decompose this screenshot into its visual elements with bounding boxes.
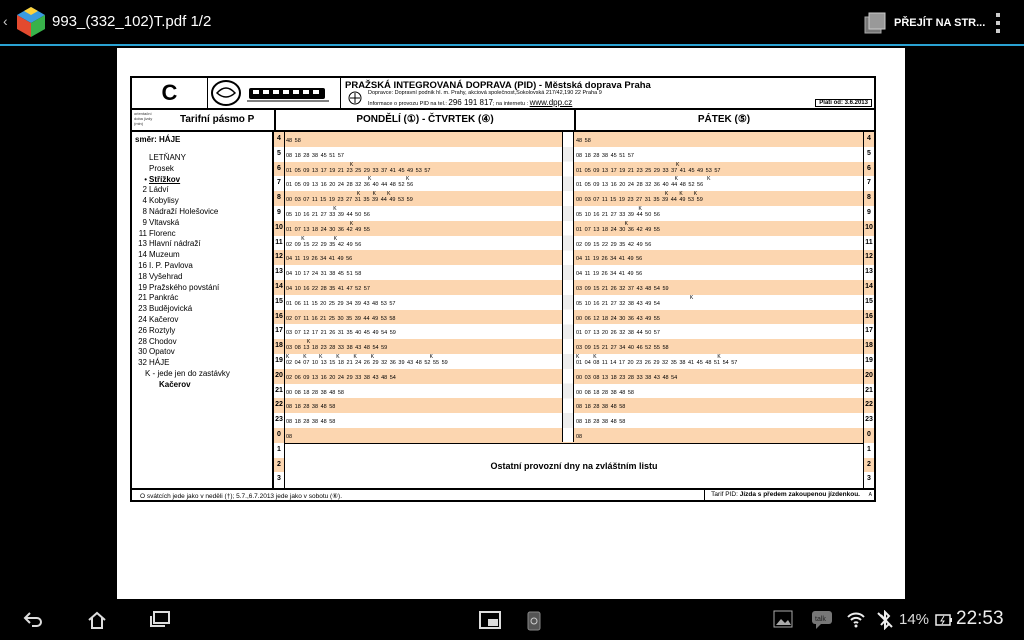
web-prefix: ; na internetu : — [492, 101, 529, 107]
hour-row — [274, 384, 874, 399]
hour-row — [274, 369, 874, 384]
pdf-page — [117, 48, 905, 599]
hour-label: 17 — [865, 327, 873, 335]
note-k: K - jede jen do zastávky — [145, 368, 230, 378]
hour-label: 7 — [867, 179, 871, 187]
hour-label: 13 — [865, 268, 873, 276]
minutes-friday: 00 08 18 28 38 48 58 — [576, 389, 634, 396]
hour-row — [274, 250, 874, 265]
hour-label: 6 — [867, 164, 871, 172]
minutes-friday: 08 — [576, 434, 583, 440]
wifi-status — [846, 610, 866, 628]
stop-name: Ládví — [149, 185, 169, 195]
hour-row — [274, 221, 874, 236]
screenshot-button[interactable] — [526, 610, 542, 632]
hour-label: 8 — [867, 194, 871, 202]
stop-item — [135, 358, 269, 369]
stop-name: Nádraží Holešovice — [149, 206, 219, 216]
minutes-mon-thu: 04 11 19 26 34 41 49 56 — [286, 256, 353, 263]
hour-label: 18 — [865, 342, 873, 350]
hour-label: 19 — [865, 357, 873, 364]
info-prefix: Informace o provozu PID na tel.: — [368, 101, 447, 107]
hour-label: 21 — [275, 386, 283, 394]
stop-time: 26 — [138, 325, 147, 335]
column-separator — [562, 132, 574, 442]
hour-label: 8 — [277, 194, 281, 202]
minutes-mon-thu: 02 06 09 13 16 20 24 29 33 38 43 48 54 — [286, 374, 396, 381]
minutes-friday: 01 05 09 13 16 20 24 28 32 36 40 44 48 52 56 — [576, 182, 704, 189]
k-marks: K K — [576, 176, 711, 183]
k-marks: K — [286, 339, 311, 346]
hour-label: 12 — [275, 253, 283, 261]
stop-time: 28 — [138, 336, 147, 346]
home-button[interactable] — [86, 610, 108, 630]
stop-item — [135, 153, 269, 164]
hour-row — [274, 162, 874, 177]
stop-name: Roztyly — [149, 325, 176, 335]
stop-item — [135, 293, 269, 304]
stop-item — [135, 315, 269, 326]
talk-notification[interactable] — [811, 610, 833, 630]
stop-name: Vltavská — [149, 217, 180, 227]
hour-label: 9 — [277, 209, 281, 216]
column-header-row — [132, 110, 874, 132]
pdf-viewer[interactable] — [0, 48, 1024, 600]
stop-item — [135, 229, 269, 240]
minutes-friday: 02 09 15 22 29 35 42 49 56 — [576, 241, 652, 248]
hour-label: 3 — [867, 475, 871, 483]
minutes-friday: 04 11 19 26 34 41 49 56 — [576, 271, 643, 278]
hour-label: 10 — [275, 223, 283, 231]
stop-time: 16 — [138, 260, 147, 270]
hour-row — [274, 280, 874, 295]
stop-name: Vyšehrad — [149, 271, 183, 281]
hour-label: 2 — [864, 458, 874, 473]
k-marks: K K K K K K K — [286, 354, 433, 360]
stop-item — [135, 326, 269, 337]
minutes-mon-thu: 08 — [286, 434, 293, 440]
stop-time: 2 — [142, 185, 147, 195]
stop-item — [135, 272, 269, 283]
minutes-friday: 08 18 28 38 45 51 57 — [576, 152, 634, 159]
minutes-mon-thu: 04 10 16 22 28 35 41 47 52 57 — [286, 286, 370, 292]
hour-label: 13 — [275, 268, 283, 276]
hour-label: 18 — [275, 342, 283, 350]
k-marks: K — [576, 220, 628, 227]
minutes-friday: 01 05 09 13 17 19 21 23 25 29 33 37 41 45 49 53 57 — [576, 167, 721, 174]
timetable-footer — [132, 488, 874, 502]
minutes-mon-thu: 01 07 13 18 24 30 36 42 49 55 — [286, 226, 370, 233]
stop-item — [135, 196, 269, 207]
operator-text: Dopravce: Dopravní podnik hl. m. Prahy, akciová společnost,Sokolovská 217/42,190 22 Praha 9 — [368, 90, 602, 96]
hour-row — [274, 354, 874, 369]
stop-name: Střížkov — [149, 174, 181, 184]
hour-row — [274, 310, 874, 325]
stop-time: 30 — [138, 347, 147, 357]
hour-label: 20 — [275, 371, 283, 379]
stop-item — [135, 283, 269, 294]
k-marks: K — [286, 220, 354, 227]
gallery-notification[interactable] — [773, 610, 793, 628]
hour-label: 0 — [277, 431, 281, 438]
minutes-friday: 08 18 28 38 48 58 — [576, 404, 626, 411]
goto-page-button[interactable] — [862, 8, 985, 38]
svg-text:talk: talk — [815, 616, 826, 623]
pid-logo — [209, 78, 341, 108]
stop-item — [135, 185, 269, 196]
stop-item — [135, 250, 269, 261]
wifi-icon — [846, 610, 866, 628]
minutes-friday: 48 58 — [576, 138, 591, 144]
stop-item — [135, 347, 269, 358]
minutes-mon-thu: 01 06 11 15 20 25 29 34 39 43 48 53 57 — [286, 300, 396, 307]
hour-row — [274, 191, 874, 206]
hour-label: 4 — [867, 135, 871, 142]
hour-label: 0 — [867, 431, 871, 438]
minutes-mon-thu: 48 58 — [286, 138, 301, 144]
minutes-mon-thu: 01 05 09 13 16 20 24 28 32 36 40 44 48 52 56 — [286, 182, 414, 189]
minutes-mon-thu: 08 18 28 38 48 58 — [286, 419, 336, 426]
stop-item — [135, 175, 269, 186]
column-mon-thu: PONDĚLÍ (①) - ČTVRTEK (④) — [274, 110, 574, 130]
overflow-menu-icon[interactable] — [990, 10, 1006, 36]
hour-label: 4 — [277, 135, 281, 142]
hour-label: 5 — [277, 149, 281, 157]
minutes-mon-thu: 00 03 07 11 15 19 23 27 31 35 39 44 49 53 59 — [286, 197, 413, 204]
hour-label: 16 — [865, 312, 873, 320]
minutes-friday: 05 10 16 21 27 32 38 43 49 54 — [576, 300, 660, 307]
stop-time: 11 — [138, 228, 147, 238]
hour-label: 2 — [274, 458, 284, 473]
stop-name: I. P. Pavlova — [149, 260, 193, 270]
minutes-mon-thu: 02 04 07 10 13 15 18 21 24 26 29 32 36 39 43 48 52 55 59 — [286, 360, 448, 366]
tariff-note — [704, 490, 874, 502]
app-logo-icon[interactable] — [14, 5, 48, 39]
hour-row — [274, 176, 874, 191]
home-icon — [86, 610, 108, 630]
k-marks: K — [576, 206, 642, 212]
hour-row — [274, 265, 874, 280]
stop-name: Hlavní nádraží — [149, 239, 201, 249]
hour-label: 7 — [277, 179, 281, 187]
hour-row — [274, 398, 874, 413]
k-marks: K K — [286, 235, 338, 242]
minutes-mon-thu: 03 08 13 18 23 28 33 38 43 48 54 59 — [286, 345, 388, 352]
back-button[interactable] — [22, 610, 44, 628]
minutes-mon-thu: 03 07 12 17 21 26 31 35 40 45 49 54 59 — [286, 330, 396, 337]
k-marks: K — [576, 294, 694, 301]
hour-label: 1 — [867, 445, 871, 453]
hour-row — [274, 132, 874, 147]
stop-name: Pankrác — [149, 293, 179, 303]
stop-name: Opatov — [149, 347, 175, 357]
minutes-friday: 04 11 19 26 34 41 49 56 — [576, 256, 643, 263]
minutes-mon-thu: 08 18 28 38 48 58 — [286, 404, 336, 411]
hour-row — [274, 295, 874, 310]
k-marks: K — [286, 206, 337, 212]
back-chevron-icon[interactable]: ‹ — [3, 13, 8, 29]
minutes-friday: 01 07 13 20 26 32 38 44 50 57 — [576, 330, 660, 337]
stop-item — [135, 337, 269, 348]
recent-apps-icon — [148, 610, 172, 628]
hour-label: 16 — [275, 312, 283, 320]
hour-row — [274, 147, 874, 162]
tariff-zone: Tarifní pásmo P — [180, 114, 255, 125]
stop-list — [132, 132, 274, 488]
minutes-friday: 01 07 13 18 24 30 36 42 49 55 — [576, 226, 660, 233]
departure-grid — [274, 132, 874, 488]
minutes-friday: 05 10 16 21 27 33 39 44 50 56 — [576, 212, 660, 218]
tariff-prefix: Tarif PID: — [711, 491, 738, 498]
minutes-friday: 08 18 28 38 48 58 — [576, 419, 626, 426]
stop-name: Kobylisy — [149, 196, 179, 206]
minutes-friday: 01 04 08 11 14 17 20 23 26 29 32 35 38 41 45 48 51 54 57 — [576, 360, 738, 366]
minutes-mon-thu: 05 10 16 21 27 33 39 44 50 56 — [286, 212, 370, 218]
pid-title: PRAŽSKÁ INTEGROVANÁ DOPRAVA (PID) - Městská doprava Praha — [345, 80, 651, 91]
hour-label: 14 — [275, 283, 283, 290]
stop-time: 4 — [142, 196, 147, 206]
timetable-header — [132, 78, 874, 110]
stop-name: Chodov — [149, 336, 177, 346]
valid-from: Platí od: 3.6.2013 — [815, 99, 872, 107]
stop-item — [135, 239, 269, 250]
stop-item — [135, 304, 269, 315]
bluetooth-off-icon — [876, 610, 894, 630]
hour-row — [274, 236, 874, 251]
hour-label: 5 — [867, 149, 871, 157]
hour-label: 10 — [865, 223, 873, 231]
stop-name: Prosek — [149, 163, 174, 173]
document-title: 993_(332_102)T.pdf 1/2 — [52, 13, 212, 30]
image-icon — [773, 610, 793, 628]
minutes-mon-thu: 01 05 09 13 17 19 21 23 25 29 33 37 41 45 49 53 57 — [286, 167, 431, 174]
talk-icon — [811, 610, 833, 630]
operator-logo-icon — [346, 91, 364, 105]
battery-status — [935, 612, 953, 628]
stop-time: 14 — [138, 250, 147, 260]
minutes-mon-thu: 08 18 28 38 45 51 57 — [286, 152, 344, 159]
line-letter: C — [132, 78, 208, 108]
note-k-stop: Kačerov — [159, 379, 191, 389]
k-marks: K K K — [576, 354, 721, 360]
stop-name: Kačerov — [149, 314, 179, 324]
hour-label: 21 — [865, 386, 873, 394]
hour-label: 6 — [277, 164, 281, 172]
hour-label: 12 — [865, 253, 873, 261]
timetable — [130, 76, 876, 502]
stop-name: Budějovická — [149, 304, 193, 314]
info-line — [368, 98, 572, 107]
hour-row — [274, 413, 874, 428]
pid-metro-train-icon — [209, 78, 341, 108]
column-friday: PÁTEK (⑤) — [574, 110, 872, 130]
hour-row — [274, 428, 874, 443]
goto-page-label: PŘEJÍT NA STR... — [894, 17, 986, 29]
stop-name: Muzeum — [149, 250, 180, 260]
info-phone: 296 191 817 — [448, 98, 493, 107]
back-arrow-icon — [22, 610, 44, 628]
hour-label: 17 — [275, 327, 283, 335]
travel-time-note: orientační doba jízdy (min) — [134, 111, 153, 126]
title-bar — [0, 0, 1024, 46]
other-days-note: Ostatní provozní dny na zvláštním listu — [285, 443, 863, 487]
hour-label: 20 — [865, 371, 873, 379]
hour-divider-right — [863, 132, 864, 488]
hour-label: 14 — [865, 283, 873, 290]
screenshot-icon — [526, 610, 542, 632]
holiday-note: O svátcích jede jako v neděli (†); 5.7.,6.7.2013 jede jako v sobotu (⑥). — [140, 493, 343, 500]
hour-label: 19 — [275, 357, 283, 364]
stop-item — [135, 218, 269, 229]
stop-name: HÁJE — [149, 358, 170, 368]
clock: 22:53 — [956, 608, 1004, 629]
stop-time: 32 — [138, 358, 147, 368]
bluetooth-off-status — [876, 610, 894, 630]
k-marks: K K K — [576, 191, 698, 198]
stop-name: Pražského povstání — [149, 282, 220, 292]
stop-name: LETŇANY — [149, 153, 186, 162]
stop-time: 23 — [138, 304, 147, 314]
battery-charging-icon — [935, 612, 953, 628]
k-marks: K K K — [286, 191, 391, 198]
window-mode-button[interactable] — [478, 610, 502, 630]
stop-time: 19 — [138, 282, 147, 292]
stop-time: 13 — [138, 239, 147, 249]
system-nav-bar — [0, 600, 1024, 640]
hour-label: 9 — [867, 209, 871, 216]
hour-label: 15 — [275, 297, 283, 305]
hour-label: 11 — [275, 238, 283, 246]
stop-item — [135, 261, 269, 272]
pages-icon — [862, 11, 888, 35]
recent-apps-button[interactable] — [148, 610, 172, 628]
footer-mark: A — [868, 492, 872, 498]
stop-time: 18 — [138, 271, 147, 281]
stop-time: • — [144, 174, 147, 184]
minutes-friday: 00 03 08 13 18 23 28 33 38 43 48 54 — [576, 374, 678, 381]
stop-item — [135, 207, 269, 218]
battery-percent: 14% — [899, 611, 930, 628]
minutes-mon-thu: 02 09 15 22 29 35 42 49 56 — [286, 241, 362, 248]
stop-time: 9 — [142, 217, 147, 227]
hour-label: 11 — [865, 238, 873, 246]
minutes-friday: 00 03 07 11 15 19 23 27 31 35 39 44 49 53 59 — [576, 197, 703, 204]
hour-label: 1 — [277, 445, 281, 453]
hour-row — [274, 324, 874, 339]
minutes-mon-thu: 04 10 17 24 31 38 45 51 58 — [286, 271, 362, 278]
hour-row — [274, 339, 874, 354]
hour-divider-left — [284, 132, 285, 488]
k-marks: K — [576, 161, 680, 168]
web-link: www.dpp.cz — [529, 98, 573, 107]
minutes-friday: 00 06 12 18 24 30 36 43 49 55 — [576, 315, 660, 322]
hour-row — [274, 206, 874, 221]
hour-label: 23 — [275, 416, 283, 424]
k-marks: K — [286, 161, 354, 168]
minutes-friday: 03 09 15 21 27 34 40 46 52 55 58 — [576, 345, 669, 352]
stop-time: 8 — [142, 206, 147, 216]
hour-label: 23 — [865, 416, 873, 424]
tariff-text: Jízda s předem zakoupenou jízdenkou. — [739, 491, 860, 498]
stop-time: 24 — [138, 314, 147, 324]
stop-name: Florenc — [149, 228, 176, 238]
direction: směr: HÁJE — [135, 135, 181, 144]
stop-time: 21 — [138, 293, 147, 303]
hour-label: 3 — [277, 475, 281, 483]
minutes-friday: 03 09 15 21 26 32 37 43 48 54 59 — [576, 286, 669, 292]
hour-label: 22 — [865, 401, 873, 409]
hour-label: 22 — [275, 401, 283, 409]
window-icon — [478, 610, 502, 630]
k-marks: K K — [286, 176, 410, 183]
minutes-mon-thu: 02 07 11 16 21 25 30 35 39 44 49 53 58 — [286, 315, 396, 322]
hour-label: 15 — [865, 297, 873, 305]
stop-item — [135, 164, 269, 175]
minutes-mon-thu: 00 08 18 28 38 48 58 — [286, 389, 344, 396]
